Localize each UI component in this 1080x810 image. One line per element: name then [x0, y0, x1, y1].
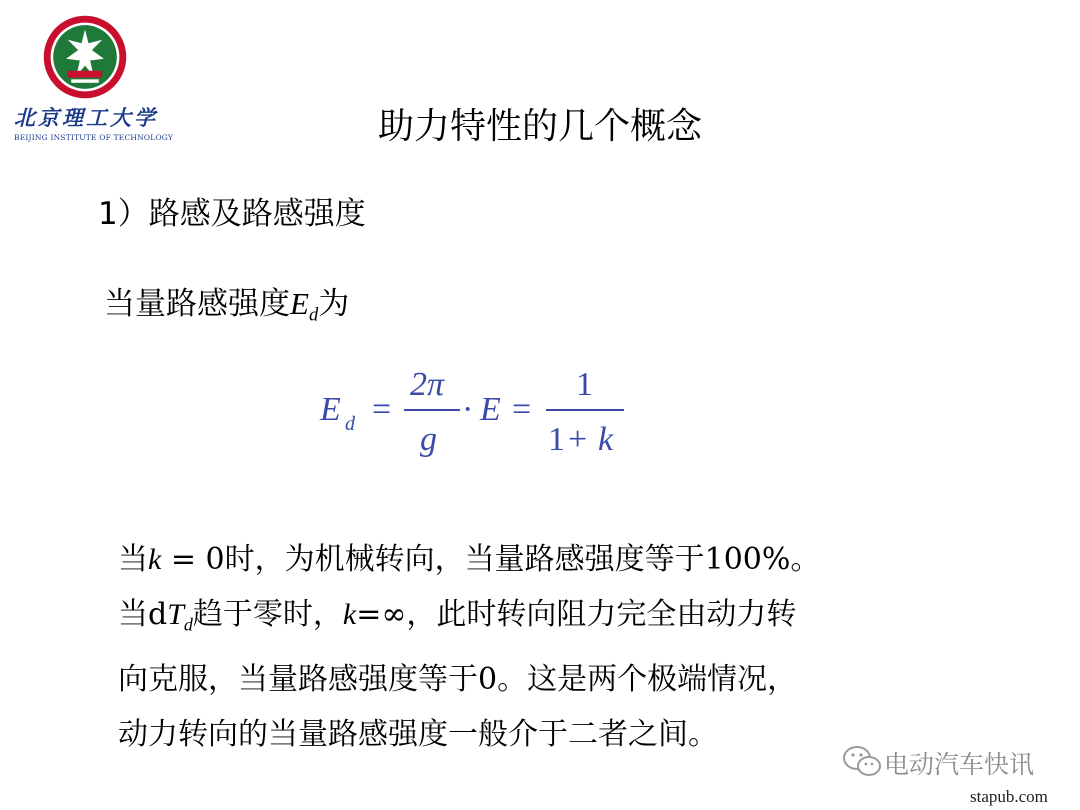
intro-var: E: [290, 286, 309, 321]
explanation-paragraph: [118, 532, 978, 762]
source-site: stapub.com: [970, 787, 1048, 806]
equivalent-road-feel-formula: [300, 355, 660, 470]
formula-mid-var: E: [480, 391, 501, 428]
logo-name-en: BEIJING INSTITUTE OF TECHNOLOGY: [14, 133, 174, 142]
section-heading: 1）路感及路感强度: [98, 196, 366, 232]
logo-name-cn: 北京理工大学: [14, 105, 158, 130]
line1-text-a: 当: [118, 542, 148, 577]
line1-var-k: k: [148, 543, 162, 576]
university-seal-icon: [42, 14, 128, 100]
line2-var-k: k: [342, 598, 357, 631]
watermark-text: 电动汽车快讯: [884, 750, 1035, 779]
paragraph-line-4: 动力转向的当量路感强度一般介于二者之间。: [118, 717, 718, 753]
formula-frac1-den: g: [420, 421, 437, 458]
line2-var-t-sub: d: [183, 614, 193, 635]
formula-frac2-num: 1: [576, 366, 593, 403]
formula-frac2-den-a: 1: [548, 421, 565, 458]
paragraph-line-2: [118, 587, 978, 652]
intro-suffix: 为: [318, 286, 350, 322]
line2-text-b: 趋于零时，: [192, 597, 343, 632]
formula-dot: ·: [462, 391, 474, 428]
formula-equals-2: =: [512, 391, 532, 428]
formula-frac1-num: 2π: [410, 366, 445, 403]
formula-lhs-var: E: [320, 391, 341, 428]
intro-sub: d: [308, 304, 319, 326]
formula-lhs-sub: d: [345, 413, 355, 435]
formula-equals-1: =: [372, 391, 392, 428]
slide-title: 助力特性的几个概念: [377, 106, 702, 147]
line2-text-a: 当d: [118, 597, 168, 632]
intro-prefix: 当量路感强度: [104, 286, 290, 322]
line1-text-b: = 0时，为机械转向，当量路感强度等于100%。: [161, 542, 821, 577]
paragraph-line-3: 向克服，当量路感强度等于0。这是两个极端情况，: [118, 662, 798, 698]
wechat-logo-icon: [842, 744, 882, 780]
intro-line: [104, 278, 349, 327]
line2-text-c: =∞，此时转向阻力完全由动力转: [356, 597, 797, 632]
formula-frac2-den-plus: +: [568, 421, 588, 458]
formula-frac2-den-k: k: [598, 421, 614, 458]
line2-var-t: T: [167, 598, 184, 631]
paragraph-line-1: [118, 532, 978, 587]
